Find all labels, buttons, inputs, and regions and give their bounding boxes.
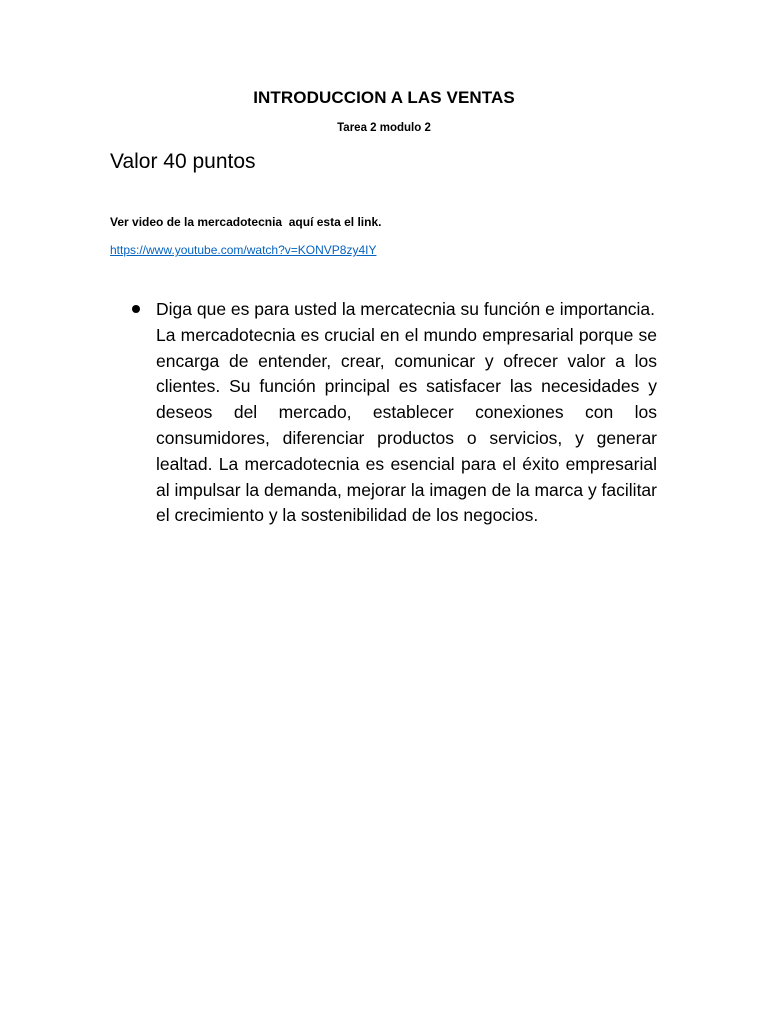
points-value: Valor 40 puntos	[110, 150, 256, 173]
answer-text: La mercadotecnia es crucial en el mundo empresarial porque se encarga de entender, crear, comunicar y ofrecer valor a los clientes. Su función principal es satisfacer las necesidades y deseos del mercado, establecer conexiones con los consumidores, diferenciar productos o servicios, y generar lealtad. La mercadotecnia es esencial para el éxito empresarial al impulsar la demanda, mejorar la imagen de la marca y facilitar el crecimiento y la sostenibilidad de los negocios.	[156, 324, 657, 526]
bullet-item	[156, 297, 657, 529]
document-title: INTRODUCCION A LAS VENTAS	[253, 88, 515, 107]
document-subtitle: Tarea 2 modulo 2	[337, 122, 431, 134]
video-instruction: Ver video de la mercadotecnia aquí esta el link.	[110, 215, 382, 229]
bullet-icon	[132, 305, 140, 313]
question-text: Diga que es para usted la mercatecnia su función e importancia.	[156, 299, 656, 319]
youtube-link[interactable]: https://www.youtube.com/watch?v=KONVP8zy4IY	[110, 243, 377, 257]
